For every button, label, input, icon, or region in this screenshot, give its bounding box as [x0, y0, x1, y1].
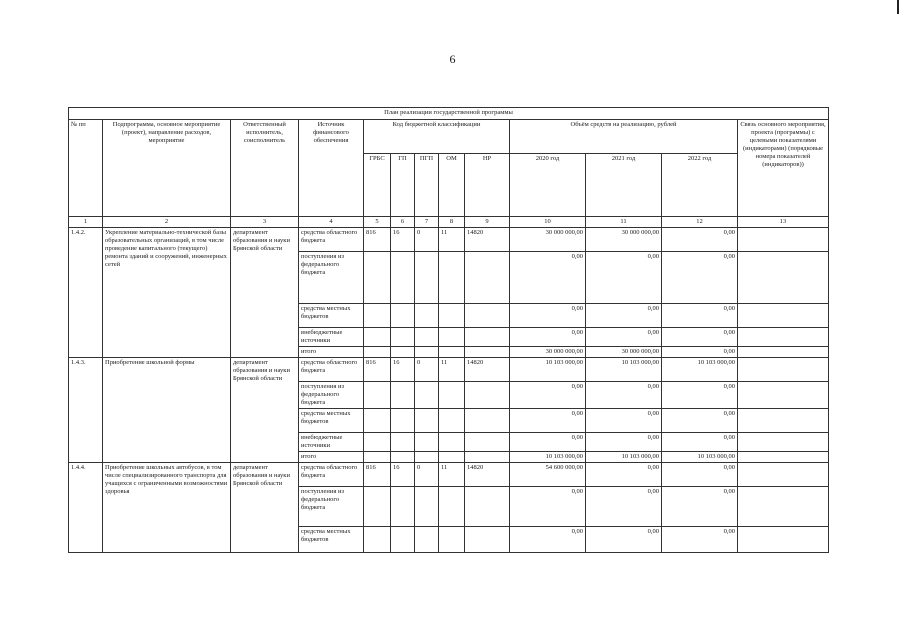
- budget-code-grbs: [364, 487, 391, 527]
- indicator-link: [738, 487, 829, 527]
- implementation-plan-table: [68, 107, 829, 553]
- table-row: [69, 463, 829, 487]
- budget-code-pgp: [415, 433, 439, 452]
- budget-code-om: [439, 382, 465, 409]
- header-num: № пп: [69, 120, 103, 217]
- column-number: 12: [662, 217, 738, 228]
- funding-source: средства областного бюджета: [299, 463, 364, 487]
- item-number: 1.4.3.: [69, 358, 103, 463]
- budget-code-om: [439, 347, 465, 358]
- funding-source: средства местных бюджетов: [299, 527, 364, 553]
- budget-code-om: [439, 304, 465, 328]
- indicator-link: [738, 252, 829, 304]
- budget-code-pgp: 0: [415, 358, 439, 382]
- budget-code-gp: [391, 527, 415, 553]
- budget-code-om: [439, 433, 465, 452]
- budget-code-nr: 14820: [465, 358, 510, 382]
- header-grbs: ГРБС: [364, 154, 391, 217]
- indicator-link: [738, 358, 829, 382]
- indicator-link: [738, 433, 829, 452]
- budget-code-gp: [391, 304, 415, 328]
- item-number: 1.4.2.: [69, 228, 103, 358]
- budget-code-nr: 14820: [465, 463, 510, 487]
- budget-code-gp: [391, 452, 415, 463]
- amount-2020: 54 600 000,00: [510, 463, 586, 487]
- budget-code-gp: [391, 382, 415, 409]
- column-number: 6: [391, 217, 415, 228]
- budget-code-om: 11: [439, 228, 465, 252]
- budget-code-nr: [465, 347, 510, 358]
- budget-code-grbs: [364, 328, 391, 347]
- funding-source: итого: [299, 452, 364, 463]
- budget-code-grbs: [364, 382, 391, 409]
- budget-code-nr: [465, 487, 510, 527]
- funding-source: поступления из федерального бюджета: [299, 382, 364, 409]
- amount-2020: 10 103 000,00: [510, 358, 586, 382]
- budget-code-grbs: [364, 304, 391, 328]
- column-number: 9: [465, 217, 510, 228]
- budget-code-om: [439, 452, 465, 463]
- funding-source: средства местных бюджетов: [299, 409, 364, 433]
- budget-code-nr: [465, 433, 510, 452]
- amount-2020: 0,00: [510, 433, 586, 452]
- budget-code-nr: [465, 328, 510, 347]
- header-2021: 2021 год: [586, 154, 662, 217]
- table-title: План реализации государственной программы: [69, 108, 829, 120]
- amount-2021: 0,00: [586, 527, 662, 553]
- amount-2022: 0,00: [662, 304, 738, 328]
- budget-code-grbs: 816: [364, 463, 391, 487]
- budget-code-pgp: [415, 382, 439, 409]
- budget-code-om: [439, 487, 465, 527]
- amount-2021: 0,00: [586, 382, 662, 409]
- header-executor: Ответственный исполнитель, соисполнитель: [231, 120, 299, 217]
- amount-2021: 0,00: [586, 328, 662, 347]
- amount-2022: 0,00: [662, 433, 738, 452]
- header-source: Источник финансового обеспечения: [299, 120, 364, 217]
- amount-2022: 0,00: [662, 347, 738, 358]
- budget-code-gp: [391, 409, 415, 433]
- table-row: [69, 228, 829, 252]
- budget-code-nr: 14820: [465, 228, 510, 252]
- header-gp: ГП: [391, 154, 415, 217]
- indicator-link: [738, 527, 829, 553]
- amount-2020: 30 000 000,00: [510, 228, 586, 252]
- column-number: 7: [415, 217, 439, 228]
- item-executor: департамент образования и науки Брянской области: [231, 358, 299, 463]
- header-2020: 2020 год: [510, 154, 586, 217]
- budget-code-nr: [465, 382, 510, 409]
- item-number: 1.4.4.: [69, 463, 103, 553]
- budget-code-pgp: [415, 527, 439, 553]
- column-number: 13: [738, 217, 829, 228]
- amount-2021: 0,00: [586, 304, 662, 328]
- amount-2022: 0,00: [662, 527, 738, 553]
- header-pgp: ПГП: [415, 154, 439, 217]
- amount-2021: 30 000 000,00: [586, 228, 662, 252]
- budget-code-pgp: [415, 304, 439, 328]
- amount-2021: 0,00: [586, 409, 662, 433]
- budget-code-grbs: [364, 409, 391, 433]
- amount-2020: 0,00: [510, 409, 586, 433]
- budget-code-om: [439, 409, 465, 433]
- budget-code-pgp: [415, 409, 439, 433]
- item-name: Приобретение школьных автобусов, в том числе специализированного транспорта для учащихся с ограниченными возможностями здоровья: [103, 463, 231, 553]
- budget-code-nr: [465, 452, 510, 463]
- amount-2020: 30 000 000,00: [510, 347, 586, 358]
- amount-2022: 0,00: [662, 228, 738, 252]
- budget-code-om: [439, 527, 465, 553]
- indicator-link: [738, 409, 829, 433]
- indicator-link: [738, 347, 829, 358]
- indicator-link: [738, 463, 829, 487]
- column-number: 1: [69, 217, 103, 228]
- amount-2020: 0,00: [510, 487, 586, 527]
- amount-2020: 10 103 000,00: [510, 452, 586, 463]
- indicator-link: [738, 228, 829, 252]
- budget-code-grbs: [364, 252, 391, 304]
- amount-2020: 0,00: [510, 328, 586, 347]
- header-budget-code: Код бюджетной классификации: [364, 120, 510, 154]
- indicator-link: [738, 304, 829, 328]
- budget-code-grbs: [364, 527, 391, 553]
- column-number: 4: [299, 217, 364, 228]
- item-name: Укрепление материально-технической базы образовательных организаций, в том числе проведение капитального (текущего) ремонта зданий и сооружений, инженерных сетей: [103, 228, 231, 358]
- item-executor: департамент образования и науки Брянской области: [231, 228, 299, 358]
- indicator-link: [738, 382, 829, 409]
- funding-source: внебюджетные источники: [299, 328, 364, 347]
- budget-code-om: 11: [439, 463, 465, 487]
- budget-code-grbs: [364, 452, 391, 463]
- budget-code-nr: [465, 304, 510, 328]
- column-number: 2: [103, 217, 231, 228]
- amount-2021: 0,00: [586, 433, 662, 452]
- budget-code-gp: [391, 252, 415, 304]
- column-number: 8: [439, 217, 465, 228]
- amount-2021: 0,00: [586, 252, 662, 304]
- budget-code-nr: [465, 527, 510, 553]
- column-number: 5: [364, 217, 391, 228]
- edge-mark: [897, 0, 899, 14]
- budget-code-nr: [465, 252, 510, 304]
- budget-code-pgp: 0: [415, 228, 439, 252]
- amount-2020: 0,00: [510, 304, 586, 328]
- amount-2021: 0,00: [586, 463, 662, 487]
- budget-code-gp: [391, 487, 415, 527]
- funding-source: поступления из федерального бюджета: [299, 487, 364, 527]
- budget-code-gp: 16: [391, 358, 415, 382]
- indicator-link: [738, 452, 829, 463]
- budget-code-gp: [391, 328, 415, 347]
- budget-code-pgp: [415, 328, 439, 347]
- funding-source: итого: [299, 347, 364, 358]
- budget-code-pgp: 0: [415, 463, 439, 487]
- item-executor: департамент образования и науки Брянской области: [231, 463, 299, 553]
- budget-code-grbs: [364, 347, 391, 358]
- amount-2022: 0,00: [662, 487, 738, 527]
- amount-2020: 0,00: [510, 382, 586, 409]
- budget-code-nr: [465, 409, 510, 433]
- amount-2022: 10 103 000,00: [662, 452, 738, 463]
- amount-2020: 0,00: [510, 252, 586, 304]
- funding-source: средства областного бюджета: [299, 358, 364, 382]
- budget-code-gp: 16: [391, 228, 415, 252]
- amount-2021: 0,00: [586, 487, 662, 527]
- header-link: Связь основного мероприятия, проекта (программы) с целевыми показателями (индикаторами) (порядковые номера показателей (индикаторов)): [738, 120, 829, 217]
- funding-source: средства местных бюджетов: [299, 304, 364, 328]
- amount-2022: 0,00: [662, 409, 738, 433]
- amount-2022: 10 103 000,00: [662, 358, 738, 382]
- budget-code-pgp: [415, 347, 439, 358]
- budget-code-gp: [391, 433, 415, 452]
- indicator-link: [738, 328, 829, 347]
- funding-source: поступления из федерального бюджета: [299, 252, 364, 304]
- header-2022: 2022 год: [662, 154, 738, 217]
- budget-code-pgp: [415, 252, 439, 304]
- table-row: [69, 358, 829, 382]
- funding-source: средства областного бюджета: [299, 228, 364, 252]
- budget-code-om: 11: [439, 358, 465, 382]
- amount-2022: 0,00: [662, 328, 738, 347]
- column-number: 10: [510, 217, 586, 228]
- budget-code-pgp: [415, 487, 439, 527]
- amount-2022: 0,00: [662, 382, 738, 409]
- funding-source: внебюджетные источники: [299, 433, 364, 452]
- column-number: 3: [231, 217, 299, 228]
- header-om: ОМ: [439, 154, 465, 217]
- amount-2021: 30 000 000,00: [586, 347, 662, 358]
- amount-2022: 0,00: [662, 463, 738, 487]
- budget-code-gp: [391, 347, 415, 358]
- budget-code-grbs: 816: [364, 358, 391, 382]
- budget-code-om: [439, 252, 465, 304]
- budget-code-grbs: [364, 433, 391, 452]
- item-name: Приобретение школьной формы: [103, 358, 231, 463]
- page-number: 6: [449, 52, 456, 66]
- budget-code-om: [439, 328, 465, 347]
- amount-2021: 10 103 000,00: [586, 452, 662, 463]
- amount-2021: 10 103 000,00: [586, 358, 662, 382]
- amount-2020: 0,00: [510, 527, 586, 553]
- header-nr: НР: [465, 154, 510, 217]
- header-subprogram: Подпрограмма, основное мероприятие (проект), направление расходов, мероприятие: [103, 120, 231, 217]
- budget-code-gp: 16: [391, 463, 415, 487]
- budget-code-grbs: 816: [364, 228, 391, 252]
- column-number: 11: [586, 217, 662, 228]
- budget-code-pgp: [415, 452, 439, 463]
- amount-2022: 0,00: [662, 252, 738, 304]
- header-volume: Объём средств на реализацию, рублей: [510, 120, 738, 154]
